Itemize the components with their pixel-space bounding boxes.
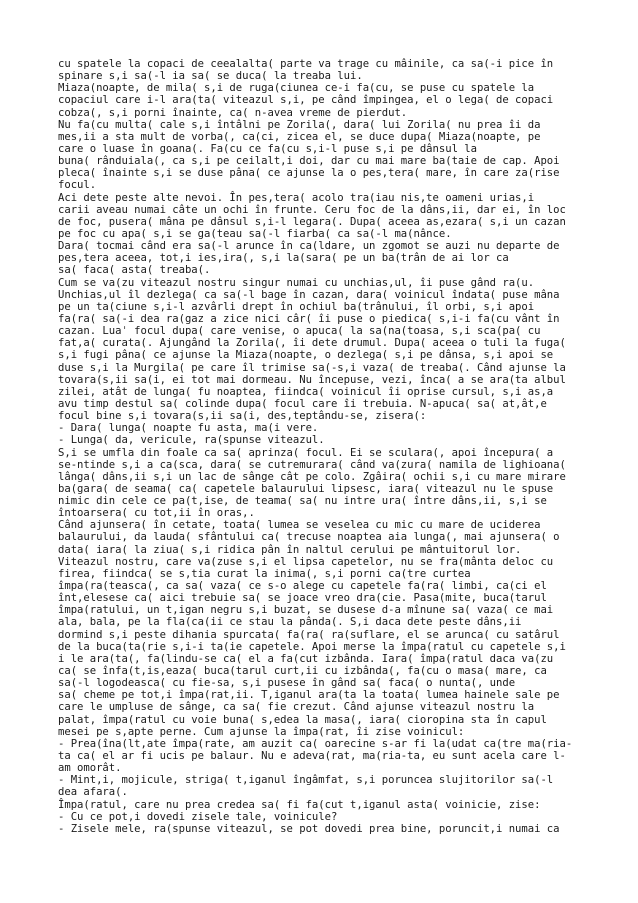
text-line: de foc, pusera( mâna pe dânsul s,i-l legara(. Dupa( aceea as,ezara( s,i un cazan (58, 215, 566, 228)
text-line: nimic din cele ce pa(t,ise, de teama( sa( nu intre ura( între dâns,ii, s,i se (58, 495, 547, 508)
text-line: ca( se înfa(t,is,eaza( buca(tarul curt,ii cu izbânda(, fa(cu o masa( mare, ca (58, 665, 547, 678)
text-line: Când ajunsera( în cetate, toata( lumea se veselea cu mic cu mare de uciderea (58, 519, 541, 532)
text-line: i le ara(ta(, fa(lindu-se ca( el a fa(cut izbânda. Iara( împa(ratul daca va(zu (58, 652, 554, 665)
text-line: data( iara( la ziua( s,i ridica pân în naltul cerului pe mântuitorul lor. (58, 543, 522, 556)
text-line: pe foc cu apa( s,i se ga(teau sa(-l fiarba( ca sa(-l ma(nânce. (58, 227, 452, 240)
text-line: - Dara( lunga( noapte fu asta, ma(i vere. (58, 422, 319, 435)
text-line: buna( rânduiala(, ca s,i pe ceilalt,i doi, dar cu mai mare ba(taie de cap. Apoi (58, 155, 560, 168)
text-line: Unchias,ul îl dezlega( ca sa(-l bage în cazan, dara( voinicul îndata( puse mâna (58, 288, 560, 301)
text-line: pleca( înainte s,i se duse pâna( ce ajunse la o pes,tera( mare, în care za(rise (58, 167, 560, 180)
text-line: am omorât. (58, 762, 122, 775)
text-line: balaurului, da lauda( sfântului ca( trecuse noaptea aia lunga(, mai ajunsera( o (58, 531, 560, 544)
text-line: mesei pe s,apte perne. Cum ajunse la împa(rat, îi zise voinicul: (58, 725, 465, 738)
text-line: carii aveau numai câte un ochi în frunte. Ceru foc de la dâns,ii, dar ei, în loc (58, 203, 566, 216)
text-line: ba(gara( de seama( ca( capetele balaurului lipsesc, iara( viteazul nu le spuse (58, 482, 554, 495)
text-line: Miaza(noapte, de mila( s,i de ruga(ciunea ce-i fa(cu, se puse cu spatele la (58, 82, 535, 95)
text-line: Cum se va(zu viteazul nostru singur numai cu unchias,ul, îi puse gând ra(u. (58, 276, 535, 289)
text-line: dea afara(. (58, 786, 128, 799)
text-line: sa( faca( asta( treaba(. (58, 264, 211, 277)
text-line: Împa(ratul, care nu prea credea sa( fi fa(cut t,iganul asta( voinicie, zise: (58, 798, 541, 811)
document-body (58, 58, 608, 835)
text-line: focul. (58, 179, 97, 192)
text-line: focul bine s,i tovara(s,ii sa(i, des,teptându-se, zisera(: (58, 410, 427, 423)
text-line: - Mint,i, mojicule, striga( t,iganul îngâmfat, s,i porunceа slujitorilor sa(-l (58, 774, 554, 787)
text-line: - Cu ce pot,i dovedi zisele tale, voinicule? (58, 810, 338, 823)
text-line: avu timp destul sa( colinde dupa( focul care îi trebuia. N-apuca( sa( at,ât,e (58, 397, 547, 410)
text-line: cu spatele la copaci de ceealalta( parte va trage cu mâinile, ca sa(-i pice în (58, 58, 554, 70)
text-line: - Zisele mele, ra(spunse viteazul, se pot dovedi prea bine, poruncit,i numai ca (58, 822, 560, 835)
text-line: fa(ra( sa(-i dea ra(gaz a zice nici câr( îi puse o piedica( s,i-i fa(cu vânt în (58, 312, 560, 325)
text-line: pe un ta(ciune s,i-l azvârli drept în ochiul ba(trânului, îl orbi, s,i apoi (58, 300, 535, 313)
text-line: sa( cheme pe tot,i împa(rat,ii. T,iganul ara(ta la toata( lumea hainele sale pe (58, 689, 560, 702)
text-line: zilei, atât de lunga( fu noaptea, fiindca( voinicul îi oprise cursul, s,i as,a (58, 385, 554, 398)
text-line: duse s,i la Murgila( pe care îl trimise sa(-s,i vaza( de treaba(. Când ajunse la (58, 361, 566, 374)
text-line: ala, bala, pe la fla(ca(ii ce stau la pânda(. S,i daca dete peste dâns,ii (58, 616, 522, 629)
text-line: - Prea(îna(lt,ate împa(rate, am auzit ca( oarecine s-ar fi la(udat ca(tre ma(ria- (58, 737, 573, 750)
text-line: cobza(, s,i porni înainte, ca( n-avea vreme de pierdut. (58, 106, 408, 119)
text-line: firea, fiindca( se s,tia curat la inima(, s,i porni ca(tre curtea (58, 567, 471, 580)
text-line: tovara(s,ii sa(i, ei tot mai dormeau. Nu începuse, vezi, înca( a se ara(ta albul (58, 373, 566, 386)
text-line: pes,tera aceea, tot,i ies,ira(, s,i la(sara( pe un ba(trân de ai lor ca (58, 252, 509, 265)
text-line: care o luase în goana(. Fa(cu ce fa(cu s,i-l puse s,i pe dânsul la (58, 142, 477, 155)
text-line: Aci dete peste alte nevoi. În pes,tera( acolo tra(iau nis,te oameni urias,i (58, 191, 535, 204)
text-line: sa(-l logodeasca( cu fie-sa, s,i pusese în gând sa( faca( o nunta(, unde (58, 677, 516, 690)
text-line: lânga( dâns,ii s,i un lac de sânge cât pe colo. Zgâira( ochii s,i cu mare mirare (58, 470, 566, 483)
text-line: Viteazul nostru, care va(zuse s,i el lipsa capetelor, nu se fra(mânta deloc cu (58, 555, 554, 568)
text-line: ta ca( el ar fi ucis pe balaur. Nu e adeva(rat, ma(ria-ta, eu sunt acela care l- (58, 750, 566, 763)
text-line: cazan. Luaˈ focul dupa( care venise, o apuca( la sa(na(toasa, s,i sca(pa( cu (58, 325, 541, 338)
text-line: s,i fugi pâna( ce ajunse la Miaza(noapte, o dezlega( s,i pe dânsa, s,i apoi se (58, 349, 554, 362)
text-line: împa(ra(teasca(, ca sa( vaza( ce s-o alege cu capetele fa(ra( limbi, ca(ci el (58, 580, 547, 593)
text-line: împa(ratului, un t,igan negru s,i buzat, se dusese d-a mînune sa( vaza( ce mai (58, 604, 554, 617)
text-line: care le umpluse de sânge, ca sa( fie crezut. Când ajunse viteazul nostru la (58, 701, 535, 714)
text-line: copaciul care i-l ara(ta( viteazul s,i, pe când împingea, el o lega( de copaci (58, 94, 554, 107)
text-line: spinare s,i sa(-l ia sa( se duca( la treaba lui. (58, 70, 363, 83)
text-line: palat, împa(ratul cu voie buna( s,edea la masa(, iara( cioropina sta în capul (58, 713, 547, 726)
text-line: întoarsera( cu tot,ii în oras,. (58, 507, 255, 520)
text-line: fat,a( curata(. Ajungând la Zorila(, îi dete drumul. Dupa( aceea o tuli la fuga( (58, 337, 566, 350)
text-line: dormind s,i peste dihania spurcata( fa(ra( ra(suflare, el se arunca( cu satârul (58, 628, 560, 641)
text-line: înt,elesese ca( aici trebuie sa( se joace vreo dra(cie. Pasa(mite, buca(tarul (58, 592, 547, 605)
text-line: mes,ii a sta mult de vorba(, ca(ci, zicea el, se duce dupa( Miaza(noapte, pe (58, 130, 541, 143)
text-line: se-ntinde s,i a ca(sca, dara( se cutremurara( când va(zura( namila de lighioana( (58, 458, 566, 471)
text-line: Dara( tocmai când era sa(-l arunce în ca(ldare, un zgomot se auzi nu departe de (58, 240, 560, 253)
text-line: Nu fa(cu multa( cale s,i întâlni pe Zorila(, dara( lui Zorila( nu prea îi da (58, 118, 541, 131)
text-line: de la buca(ta(rie s,i-i ta(ie capetele. Apoi merse la împa(ratul cu capetele s,i (58, 640, 566, 653)
text-line: - Lunga( da, vericule, ra(spunse viteazul. (58, 434, 325, 447)
text-line: S,i se umfla din foale ca sa( aprinza( focul. Ei se sculara(, apoi începura( a (58, 446, 554, 459)
